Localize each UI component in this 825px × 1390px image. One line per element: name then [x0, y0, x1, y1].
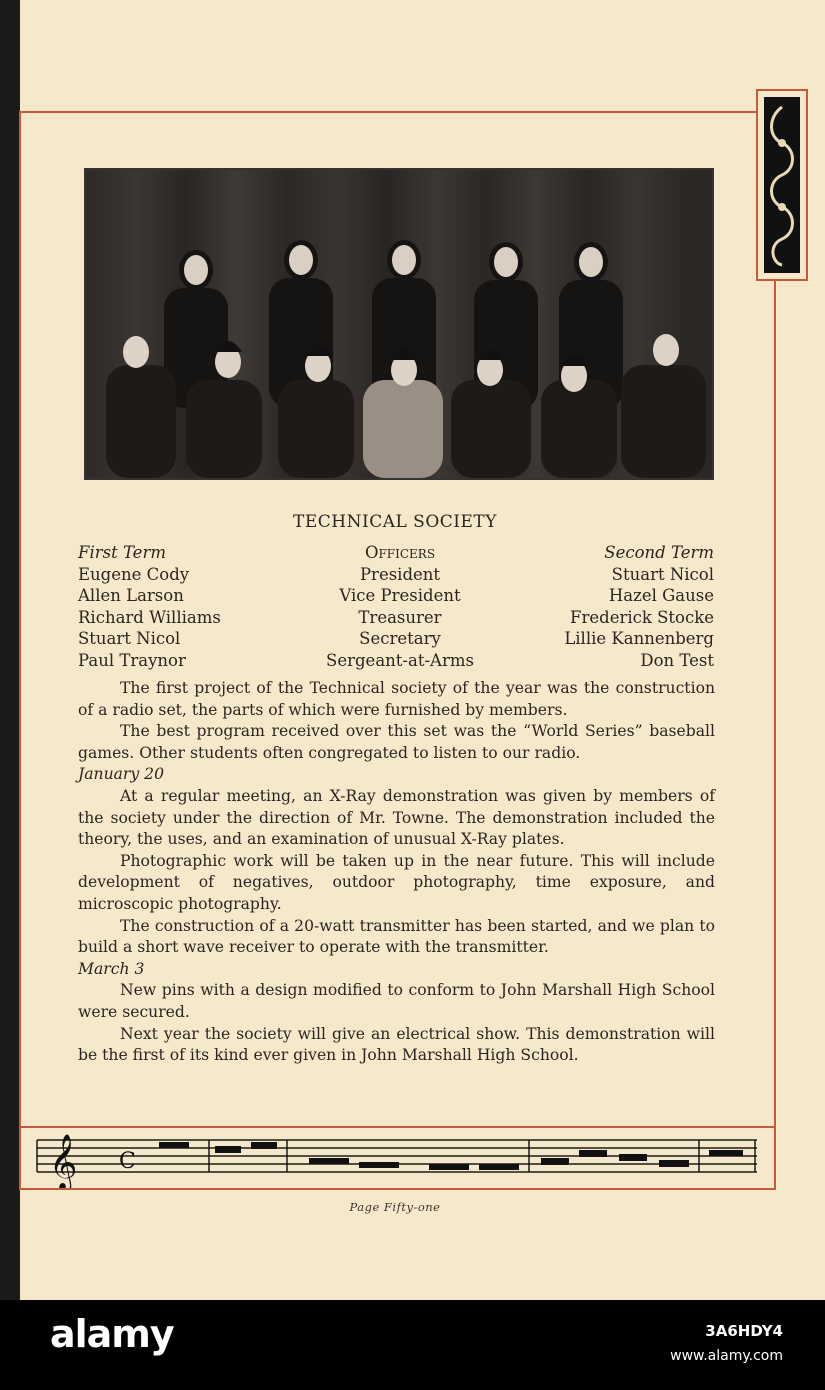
image-id: 3A6HDY4 — [705, 1322, 783, 1340]
office-title: Secretary — [359, 629, 441, 649]
office-title: Treasurer — [358, 607, 442, 627]
group-photo — [84, 168, 714, 480]
first-term-name: Richard Williams — [78, 607, 221, 627]
paragraph: Next year the society will give an electrical show. This demonstration will be the first of its kind ever given in John Marshall High School. — [78, 1024, 715, 1065]
date-heading: January 20 — [78, 765, 164, 784]
paragraph: Photographic work will be taken up in the near future. This will include development of negatives, outdoor photography, time exposure, and microscopic photography. — [78, 851, 715, 913]
paragraph: The first project of the Technical society of the year was the construction of a radio set, the parts of which were furnished by members. — [78, 679, 715, 719]
second-term-name: Lillie Kannenberg — [564, 629, 714, 649]
offices-column — [310, 542, 490, 672]
first-term-header: First Term — [78, 543, 166, 562]
office-title: Vice President — [339, 586, 461, 606]
second-term-name: Don Test — [640, 650, 714, 670]
second-term-column — [564, 542, 714, 672]
article-body — [78, 678, 715, 1067]
alamy-logo: alamy — [50, 1312, 174, 1356]
officers-table — [78, 542, 714, 672]
page-number: Page Fifty-one — [349, 1200, 441, 1214]
corner-ornament — [756, 89, 808, 281]
second-term-name: Hazel Gause — [608, 586, 714, 606]
office-title: President — [359, 564, 441, 584]
section-title: TECHNICAL SOCIETY — [293, 512, 497, 532]
svg-text:𝄞: 𝄞 — [49, 1134, 78, 1188]
second-term-name: Stuart Nicol — [611, 564, 714, 584]
second-term-name: Frederick Stocke — [570, 607, 714, 627]
first-term-name: Paul Traynor — [78, 650, 186, 670]
paragraph: New pins with a design modified to conform to John Marshall High School were secured. — [78, 981, 715, 1021]
paragraph: The construction of a 20-watt transmitter has been started, and we plan to build a short wave receiver to operate with the transmitter. — [78, 916, 715, 957]
first-term-name: Stuart Nicol — [78, 629, 181, 649]
ornament-design — [764, 97, 800, 273]
site-url: www.alamy.com — [670, 1348, 783, 1364]
paragraph: At a regular meeting, an X-Ray demonstration was given by members of the society under the direction of Mr. Towne. The demonstration included the theory, the uses, and an examination of unusual X-Ray plates. — [78, 786, 715, 849]
first-term-column — [78, 542, 221, 672]
svg-text:C: C — [119, 1149, 136, 1174]
music-staff-ornament — [19, 1126, 776, 1190]
office-title: Sergeant-at-Arms — [326, 650, 474, 670]
paragraph: The best program received over this set was the “World Series” baseball games. Other students often congregated to listen to our radio. — [78, 722, 715, 762]
book-spine-edge — [0, 0, 20, 1300]
date-heading: March 3 — [78, 959, 145, 978]
first-term-name: Eugene Cody — [78, 564, 190, 584]
officers-header: Officers — [364, 543, 436, 562]
first-term-name: Allen Larson — [78, 586, 184, 606]
second-term-header: Second Term — [604, 543, 714, 562]
